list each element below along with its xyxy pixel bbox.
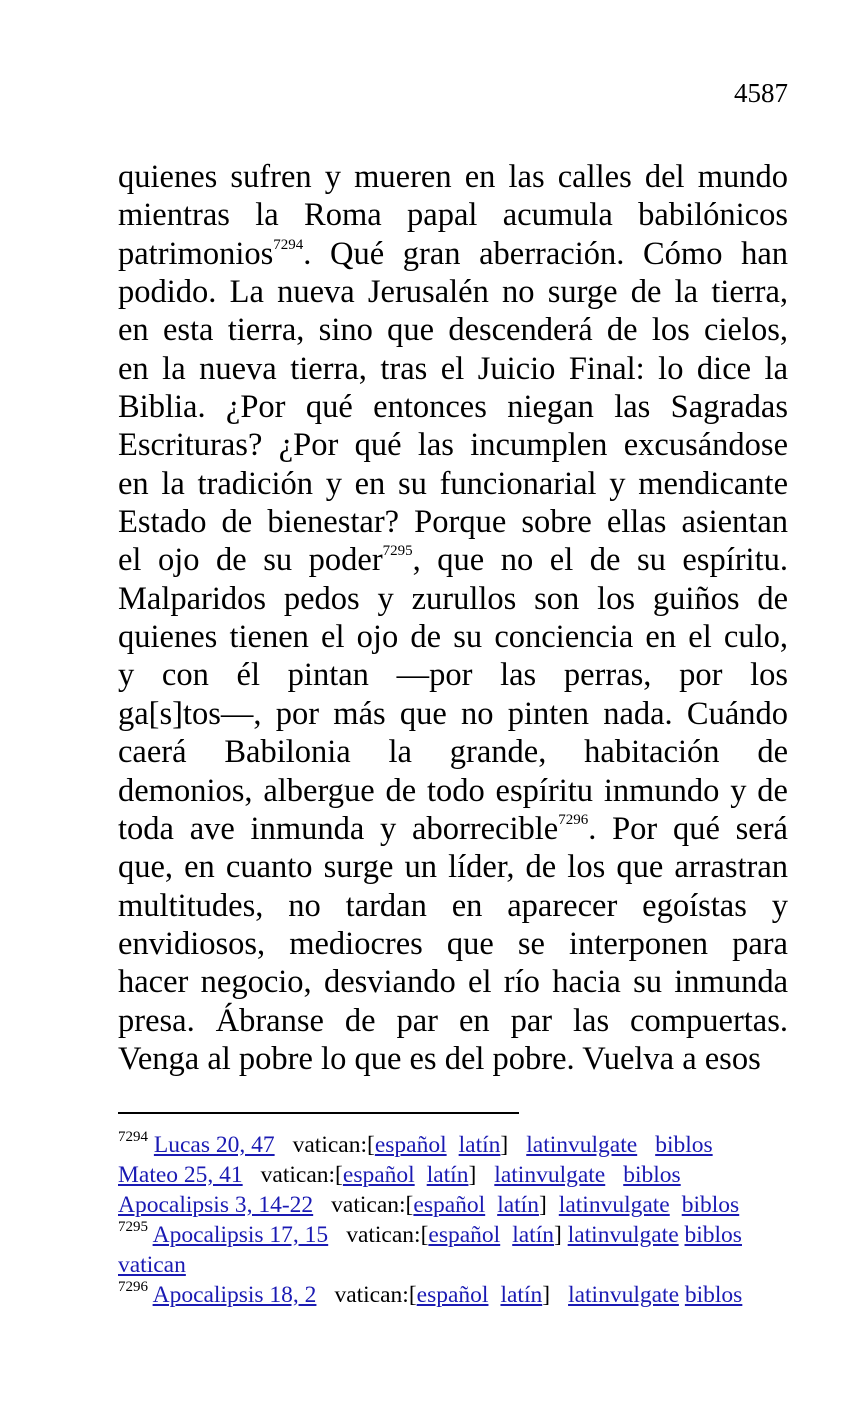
footnote-marker: 7295	[118, 1219, 148, 1235]
biblos-link[interactable]: biblos	[623, 1162, 681, 1188]
ref-link[interactable]: Mateo 25, 41	[118, 1162, 243, 1188]
footnote-line: Mateo 25, 41 vatican:[español latín] latinvulgate biblos	[118, 1162, 681, 1188]
body-line: el ojo de su poder$^{7295}$, que no el de su espíritu.	[118, 542, 788, 579]
latin-link[interactable]: latín	[500, 1282, 543, 1308]
body-line: en la tradición y en su funcionarial y mendicante	[118, 465, 788, 502]
footnote-marker: 7296	[118, 1279, 148, 1295]
espanol-link[interactable]: español	[416, 1282, 489, 1308]
body-line: Biblia. ¿Por qué entonces niegan las Sagradas	[118, 389, 788, 426]
ref-link[interactable]: Lucas 20, 47	[153, 1132, 275, 1158]
latin-link[interactable]: latín	[512, 1222, 554, 1248]
latin-link[interactable]: latín	[497, 1192, 539, 1218]
footnote-ref-7295[interactable]: 7295	[382, 543, 413, 560]
latin-link[interactable]: latín	[458, 1132, 501, 1158]
body-line: en la nueva tierra, tras el Juicio Final: lo dice la	[118, 350, 788, 387]
vatican-label: vatican:[	[331, 1192, 414, 1218]
body-line: mientras la Roma papal acumula babilónicos	[118, 197, 788, 234]
page-number: 4587	[734, 78, 788, 108]
footnote-marker: 7294	[118, 1129, 148, 1145]
latinvulgate-link[interactable]: latinvulgate	[558, 1192, 670, 1218]
body-line: quienes tienen el ojo de su conciencia en el culo,	[118, 619, 788, 656]
espanol-link[interactable]: español	[342, 1162, 415, 1188]
espanol-link[interactable]: español	[374, 1132, 447, 1158]
body-line: multitudes, no tardan en aparecer egoístas y	[118, 887, 788, 924]
ref-link[interactable]: Apocalipsis 17, 15	[152, 1222, 329, 1248]
biblos-link[interactable]: biblos	[681, 1192, 740, 1218]
latinvulgate-link[interactable]: latinvulgate	[526, 1132, 638, 1158]
vatican-link[interactable]: vatican	[118, 1252, 186, 1278]
latinvulgate-link[interactable]: latinvulgate	[568, 1282, 679, 1308]
latinvulgate-link[interactable]: latinvulgate	[567, 1222, 679, 1248]
body-line: y con él pintan ―por las perras, por los	[118, 657, 788, 694]
body-line: caerá Babilonia la grande, habitación de	[118, 734, 788, 771]
body-line: Estado de bienestar? Porque sobre ellas asientan	[118, 504, 788, 541]
body-line: demonios, albergue de todo espíritu inmundo y de	[118, 772, 788, 809]
vatican-label: vatican:[	[346, 1222, 429, 1248]
vatican-label: vatican:[	[334, 1282, 417, 1308]
vatican-label: vatican:[	[292, 1132, 375, 1158]
body-line: ga[s]tos―, por más que no pinten nada. Cuándo	[118, 695, 788, 732]
body-line: toda ave inmunda y aborrecible$^{7296}$. Por qué será	[118, 810, 788, 847]
ref-link[interactable]: Apocalipsis 3, 14-22	[118, 1192, 314, 1218]
body-line: presa. Ábranse de par en par las compuertas.	[118, 1002, 788, 1039]
footnote-ref-7296[interactable]: 7296	[558, 811, 589, 828]
body-line: podido. La nueva Jerusalén no surge de la tierra,	[118, 274, 788, 311]
footnote-separator	[118, 1112, 519, 1114]
footnote-line	[118, 1250, 790, 1280]
footnotes	[118, 1130, 790, 1310]
footnote-line: $^{7295}$ Apocalipsis 17, 15 vatican:[español latín] latinvulgate biblos	[118, 1219, 742, 1248]
espanol-link[interactable]: español	[428, 1222, 501, 1248]
latin-link[interactable]: latín	[426, 1162, 469, 1188]
espanol-link[interactable]: español	[413, 1192, 486, 1218]
body-line: patrimonios$^{7294}$. Qué gran aberración. Cómo han	[118, 235, 788, 272]
body-text	[118, 158, 788, 1078]
footnote-line: Apocalipsis 3, 14-22 vatican:[español latín] latinvulgate biblos	[118, 1192, 740, 1218]
body-line: quienes sufren y mueren en las calles del mundo	[118, 159, 788, 195]
vatican-label: vatican:[	[260, 1162, 343, 1188]
latinvulgate-link[interactable]: latinvulgate	[494, 1162, 606, 1188]
body-line: Venga al pobre lo que es del pobre. Vuelva a esos	[118, 1040, 761, 1077]
footnote-ref-7294[interactable]: 7294	[273, 236, 304, 253]
body-line: Escrituras? ¿Por qué las incumplen excusándose	[118, 427, 788, 464]
body-line: Malparidos pedos y zurullos son los guiños de	[118, 580, 788, 617]
body-line: que, en cuanto surge un líder, de los que arrastran	[118, 849, 788, 886]
body-line: hacer negocio, desviando el río hacia su inmunda	[118, 964, 788, 1001]
body-line: en esta tierra, sino que descenderá de los cielos,	[118, 312, 788, 349]
biblos-link[interactable]: biblos	[684, 1282, 743, 1308]
body-line: envidiosos, mediocres que se interponen para	[118, 925, 788, 962]
footnote-line: $^{7296}$ Apocalipsis 18, 2 vatican:[español latín] latinvulgate biblos	[118, 1279, 743, 1308]
biblos-link[interactable]: biblos	[684, 1222, 742, 1248]
footnote-line: $^{7294}$ Lucas 20, 47 vatican:[español latín] latinvulgate biblos	[118, 1129, 713, 1158]
biblos-link[interactable]: biblos	[655, 1132, 713, 1158]
ref-link[interactable]: Apocalipsis 18, 2	[152, 1282, 317, 1308]
